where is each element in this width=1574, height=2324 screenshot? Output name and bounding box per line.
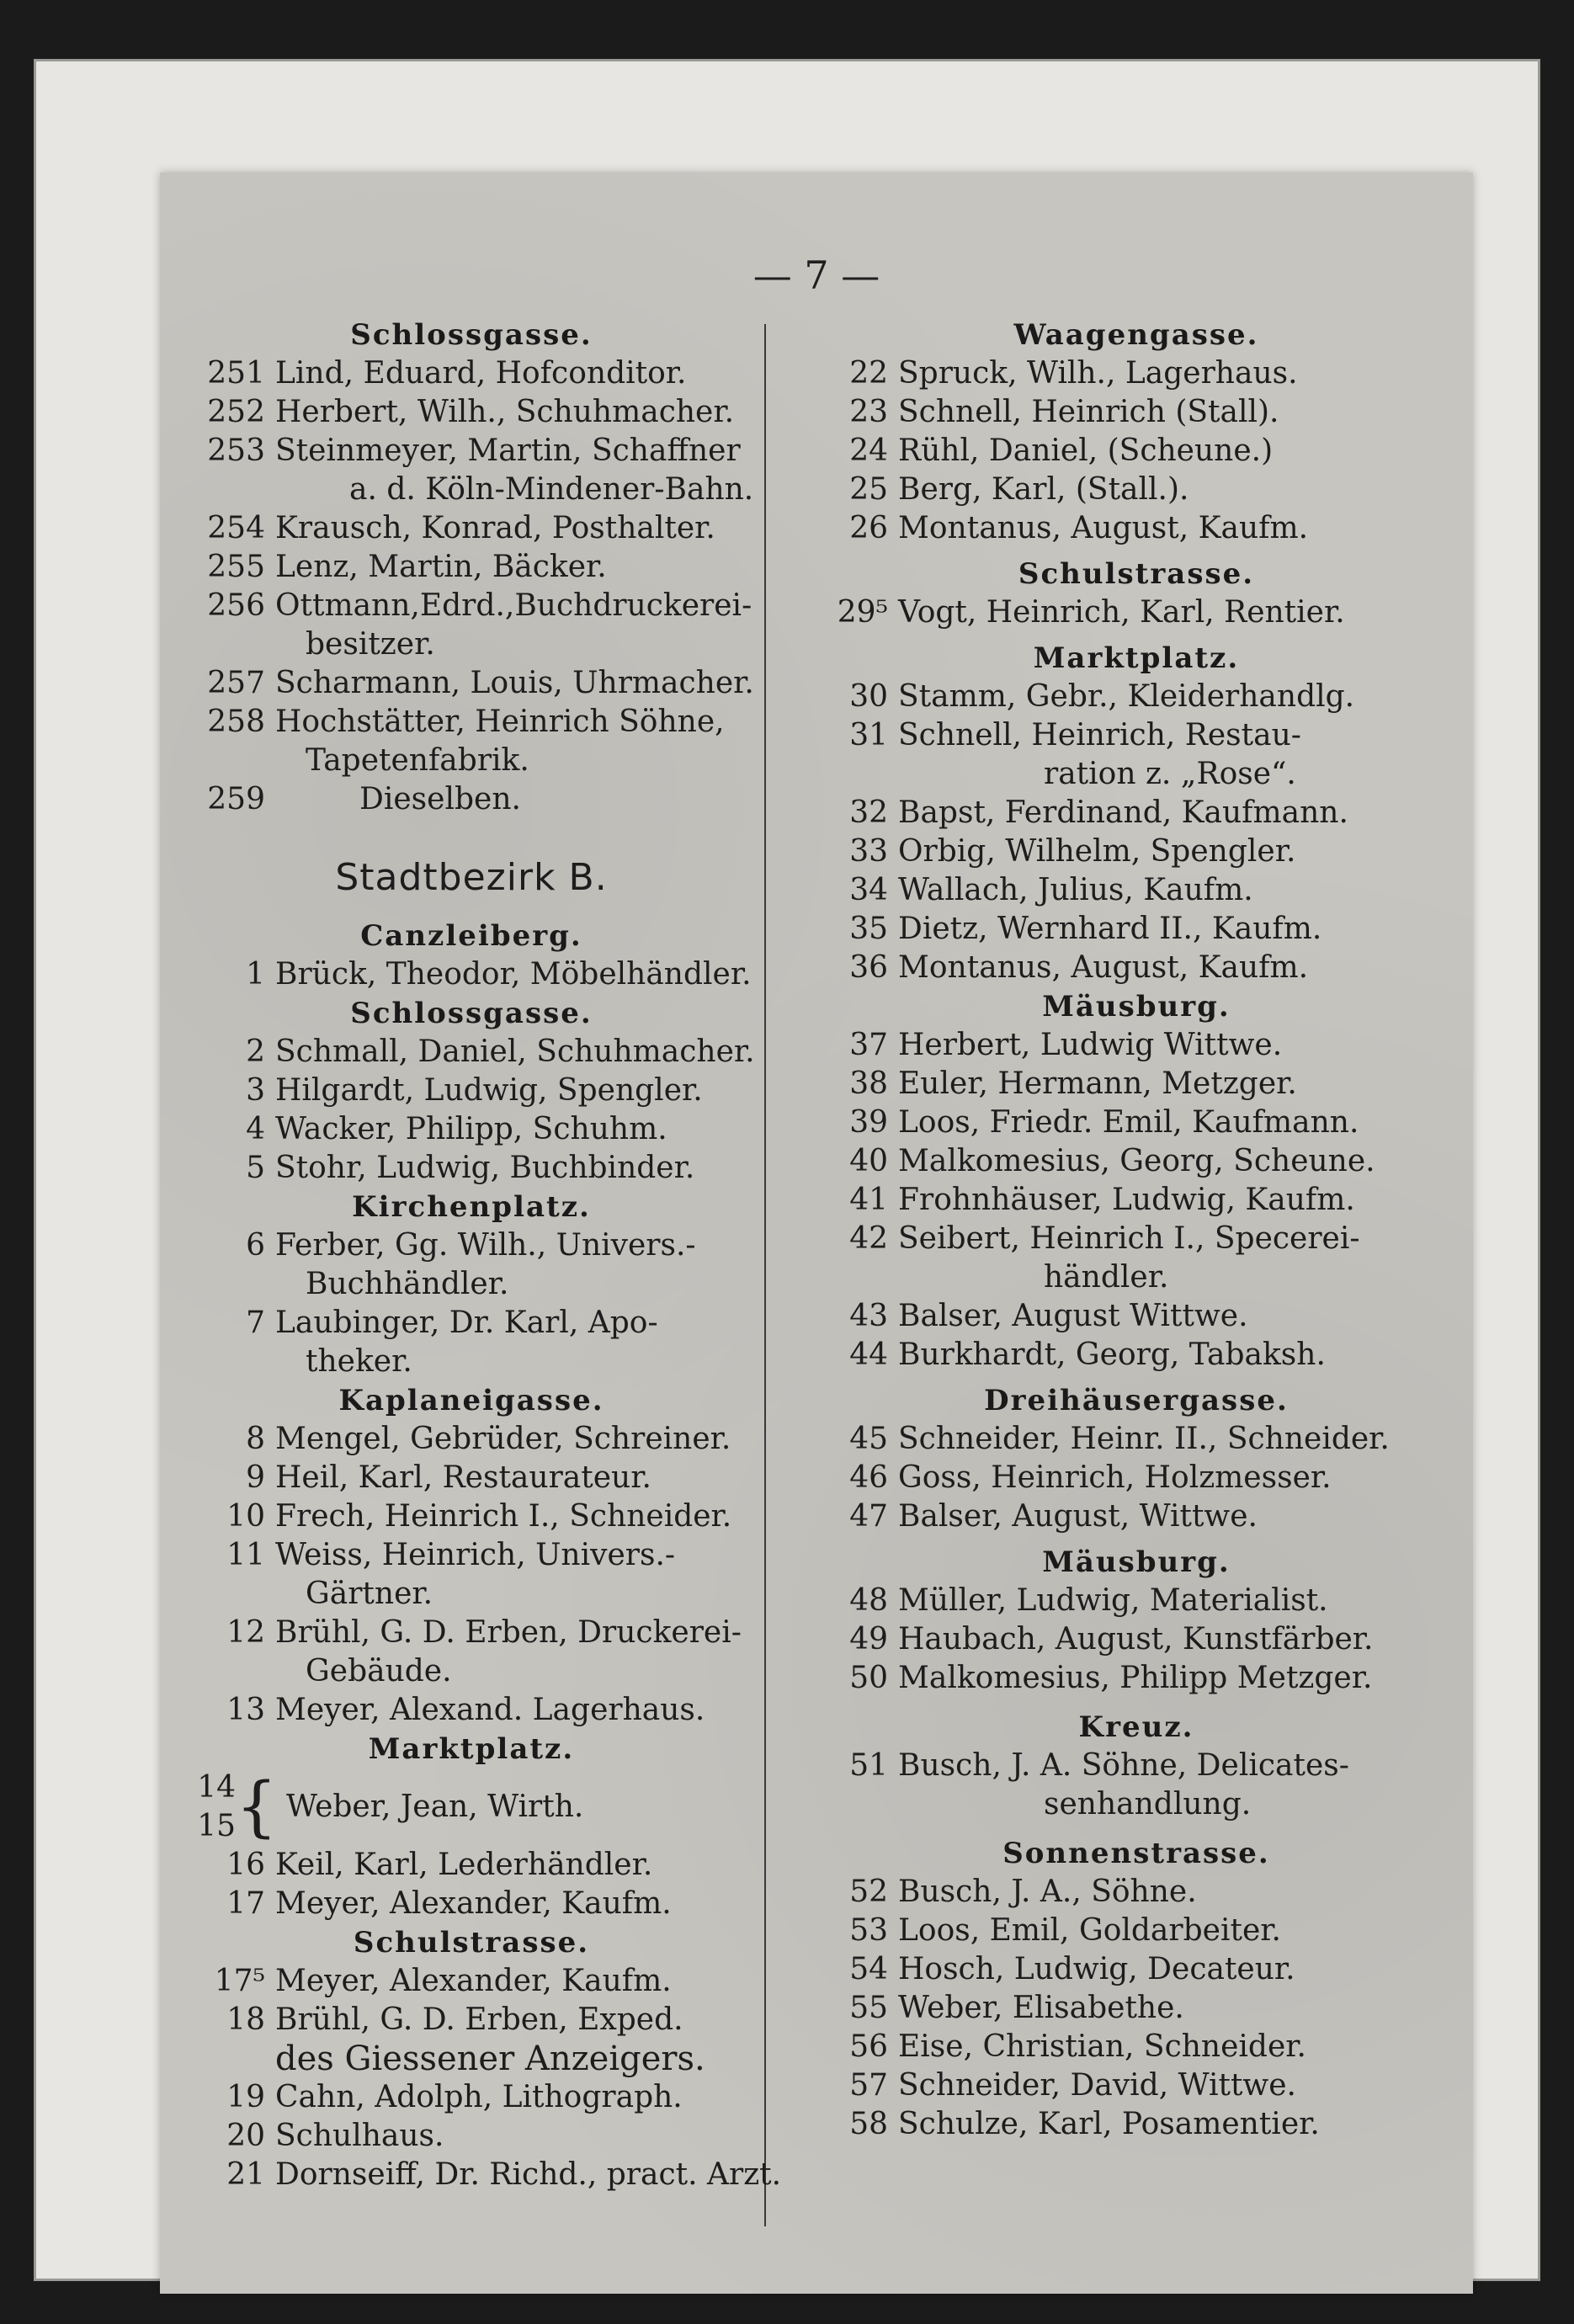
house-number: 37 xyxy=(849,1028,888,1062)
entries-top xyxy=(185,354,758,819)
resident-text: Müller, Ludwig, Materialist. xyxy=(898,1583,1328,1618)
address-entry xyxy=(185,548,758,587)
street-header-marktplatz: Marktplatz. xyxy=(368,1732,575,1766)
address-entry xyxy=(808,1142,1465,1181)
address-entry xyxy=(808,1497,1465,1536)
resident-text: Krausch, Konrad, Posthalter. xyxy=(275,511,715,545)
street-header-sonnenstrasse: Sonnenstrasse. xyxy=(1002,1837,1270,1870)
house-number: 5 xyxy=(246,1151,265,1185)
resident-text: Spruck, Wilh., Lagerhaus. xyxy=(898,356,1298,391)
house-number: 50 xyxy=(849,1661,888,1695)
house-number: 57 xyxy=(849,2068,888,2103)
resident-text: Keil, Karl, Lederhändler. xyxy=(275,1848,653,1882)
resident-text: Ferber, Gg. Wilh., Univers.- xyxy=(275,1228,696,1263)
address-entry xyxy=(185,2156,782,2194)
house-number: 252 xyxy=(207,395,265,429)
entry-continuation: Gebäude. xyxy=(306,1654,452,1688)
house-number: 41 xyxy=(849,1183,888,1217)
resident-text: Euler, Hermann, Metzger. xyxy=(898,1066,1297,1101)
street-header-kirchenplatz: Kirchenplatz. xyxy=(352,1190,591,1224)
house-number: 49 xyxy=(849,1622,888,1657)
house-number: 19 xyxy=(226,2080,265,2114)
address-entry xyxy=(808,871,1465,910)
address-entry xyxy=(185,354,758,393)
address-entry xyxy=(185,664,758,703)
resident-text: Dornseiff, Dr. Richd., pract. Arzt. xyxy=(275,2157,782,2192)
address-entry xyxy=(808,1620,1465,1659)
resident-text: Lind, Eduard, Hofconditor. xyxy=(275,356,687,391)
house-number: 258 xyxy=(207,705,265,739)
house-number: 25 xyxy=(849,472,888,507)
address-entry xyxy=(808,1659,1465,1698)
address-entry xyxy=(185,780,758,819)
address-entry xyxy=(808,354,1465,393)
resident-text: Schnell, Heinrich (Stall). xyxy=(898,395,1279,429)
address-entry xyxy=(185,509,758,548)
curly-brace-icon: { xyxy=(236,1769,278,1845)
brace-numbers xyxy=(185,1768,236,1846)
resident-text: Wacker, Philipp, Schuhm. xyxy=(275,1112,667,1146)
resident-text: Meyer, Alexand. Lagerhaus. xyxy=(275,1693,705,1727)
resident-text: Weber, Elisabethe. xyxy=(898,1991,1184,2025)
house-number: 52 xyxy=(849,1875,888,1909)
house-number: 18 xyxy=(226,2002,265,2037)
resident-text: Seibert, Heinrich I., Specerei- xyxy=(898,1221,1360,1256)
street-header-mausburg: Mäusburg. xyxy=(1042,990,1231,1024)
resident-text: Hilgardt, Ludwig, Spengler. xyxy=(275,1073,703,1108)
house-number: 20 xyxy=(226,2119,265,2153)
address-entry xyxy=(185,393,758,432)
house-number: 30 xyxy=(849,679,888,714)
address-entry xyxy=(808,393,1465,432)
house-number: 253 xyxy=(207,433,265,468)
resident-text: Laubinger, Dr. Karl, Apo- xyxy=(275,1306,658,1340)
resident-text: Schnell, Heinrich, Restau- xyxy=(898,718,1301,753)
resident-text: Malkomesius, Philipp Metzger. xyxy=(898,1661,1373,1695)
resident-text: Loos, Friedr. Emil, Kaufmann. xyxy=(898,1105,1359,1140)
street-header-schulstrasse-right: Schulstrasse. xyxy=(1018,557,1255,591)
address-entry xyxy=(185,432,758,471)
house-number: 256 xyxy=(207,588,265,623)
district-title: Stadtbezirk B. xyxy=(335,856,608,899)
address-entry xyxy=(185,2117,758,2156)
house-number: 42 xyxy=(849,1221,888,1256)
house-number: 36 xyxy=(849,950,888,985)
resident-text: Stamm, Gebr., Kleiderhandlg. xyxy=(898,679,1355,714)
house-number: 24 xyxy=(849,433,888,468)
address-entry xyxy=(185,587,758,625)
resident-text: Ottmann,Edrd.,Buchdruckerei- xyxy=(275,588,752,623)
address-entry xyxy=(808,1912,1465,1950)
column-divider xyxy=(764,324,766,2226)
house-number: 254 xyxy=(207,511,265,545)
entry-continuation: Gärtner. xyxy=(306,1577,433,1611)
address-entry xyxy=(808,949,1465,987)
resident-text: Schmall, Daniel, Schuhmacher. xyxy=(275,1034,755,1069)
resident-text: Heil, Karl, Restaurateur. xyxy=(275,1460,651,1495)
house-number: 29⁵ xyxy=(837,595,888,630)
house-number: 8 xyxy=(246,1422,265,1456)
resident-text: Herbert, Ludwig Wittwe. xyxy=(898,1028,1283,1062)
address-entry xyxy=(808,1026,1465,1065)
resident-text: Herbert, Wilh., Schuhmacher. xyxy=(275,395,735,429)
address-entry xyxy=(185,1033,758,1072)
house-number: 53 xyxy=(849,1913,888,1948)
street-header-schlossgasse: Schlossgasse. xyxy=(350,997,593,1030)
house-number: 12 xyxy=(226,1615,265,1650)
address-entry xyxy=(808,832,1465,871)
address-entry xyxy=(808,1420,1465,1459)
address-entry xyxy=(808,716,1465,755)
resident-text: Balser, August, Wittwe. xyxy=(898,1499,1258,1534)
entry-continuation: händler. xyxy=(1044,1260,1169,1295)
resident-text: Busch, J. A. Söhne, Delicates- xyxy=(898,1748,1349,1783)
house-number: 31 xyxy=(849,718,888,753)
house-number: 34 xyxy=(849,873,888,907)
house-number: 13 xyxy=(226,1693,265,1727)
address-entry xyxy=(808,678,1465,716)
house-number: 16 xyxy=(226,1848,265,1882)
address-entry xyxy=(808,2028,1465,2066)
brace-entry xyxy=(185,1768,758,1846)
house-number: 26 xyxy=(849,511,888,545)
resident-text: Dietz, Wernhard II., Kaufm. xyxy=(898,912,1322,946)
resident-text: Rühl, Daniel, (Scheune.) xyxy=(898,433,1274,468)
street-header-schlossgasse-top: Schlossgasse. xyxy=(350,318,593,352)
page-number: — 7 — xyxy=(752,253,880,298)
address-entry xyxy=(808,1065,1465,1104)
resident-text: Hosch, Ludwig, Decateur. xyxy=(898,1952,1295,1986)
resident-text: Brühl, G. D. Erben, Druckerei- xyxy=(275,1615,742,1650)
house-number: 17 xyxy=(226,1886,265,1921)
resident-text: Cahn, Adolph, Lithograph. xyxy=(275,2080,683,2114)
street-header-kaplaneigasse: Kaplaneigasse. xyxy=(338,1384,604,1417)
resident-text: Eise, Christian, Schneider. xyxy=(898,2029,1306,2064)
street-header-mausburg-2: Mäusburg. xyxy=(1042,1545,1231,1579)
address-entry xyxy=(185,1691,758,1730)
resident-text: Meyer, Alexander, Kaufm. xyxy=(275,1886,672,1921)
house-number: 2 xyxy=(246,1034,265,1069)
entry-continuation: des Giessener Anzeigers. xyxy=(275,2039,705,2078)
house-number: 40 xyxy=(849,1144,888,1178)
house-number: 7 xyxy=(246,1306,265,1340)
house-number: 54 xyxy=(849,1952,888,1986)
house-number: 259 xyxy=(207,782,265,816)
address-entry xyxy=(185,1962,758,2001)
resident-text: Orbig, Wilhelm, Spengler. xyxy=(898,834,1296,869)
document-page xyxy=(160,173,1473,2294)
address-entry xyxy=(808,1220,1465,1258)
house-number: 17⁵ xyxy=(214,1964,265,1998)
house-number: 10 xyxy=(226,1499,265,1534)
house-number: 47 xyxy=(849,1499,888,1534)
address-entry xyxy=(808,471,1465,509)
street-header-canzleiberg: Canzleiberg. xyxy=(360,919,582,953)
address-entry xyxy=(808,1459,1465,1497)
address-entry xyxy=(185,1072,758,1110)
house-number: 35 xyxy=(849,912,888,946)
address-entry xyxy=(185,2078,758,2117)
resident-text: Dieselben. xyxy=(359,782,521,816)
house-number: 23 xyxy=(849,395,888,429)
house-number: 38 xyxy=(849,1066,888,1101)
resident-text: Weiss, Heinrich, Univers.- xyxy=(275,1538,676,1572)
resident-text: Wallach, Julius, Kaufm. xyxy=(898,873,1253,907)
house-number: 44 xyxy=(849,1337,888,1372)
address-entry xyxy=(808,1181,1465,1220)
resident-text: Brück, Theodor, Möbelhändler. xyxy=(275,957,752,992)
house-number: 15 xyxy=(197,1809,236,1843)
resident-text: Busch, J. A., Söhne. xyxy=(898,1875,1197,1909)
address-entry xyxy=(185,1304,758,1343)
house-number: 45 xyxy=(849,1422,888,1456)
address-entry xyxy=(808,509,1465,548)
address-entry xyxy=(808,1950,1465,1989)
resident-text: Scharmann, Louis, Uhrmacher. xyxy=(275,666,754,700)
address-entry xyxy=(808,1582,1465,1620)
address-entry xyxy=(808,910,1465,949)
street-header-waagengasse: Waagengasse. xyxy=(1013,318,1259,352)
address-entry xyxy=(808,2105,1465,2144)
address-entry xyxy=(185,1226,758,1265)
house-number: 22 xyxy=(849,356,888,391)
house-number: 255 xyxy=(207,550,265,584)
house-number: 1 xyxy=(246,957,265,992)
resident-text: Burkhardt, Georg, Tabaksh. xyxy=(898,1337,1326,1372)
address-entry xyxy=(808,1297,1465,1336)
resident-text: Lenz, Martin, Bäcker. xyxy=(275,550,607,584)
address-entry xyxy=(185,1846,758,1885)
resident-text: Mengel, Gebrüder, Schreiner. xyxy=(275,1422,731,1456)
resident-text: Goss, Heinrich, Holzmesser. xyxy=(898,1460,1332,1495)
scan-frame xyxy=(34,59,1540,2281)
address-entry xyxy=(185,1614,758,1652)
entry-continuation: theker. xyxy=(306,1344,412,1379)
street-header-marktplatz-right: Marktplatz. xyxy=(1033,641,1240,675)
house-number: 257 xyxy=(207,666,265,700)
address-entry xyxy=(185,1420,758,1459)
entry-continuation: a. d. Köln-Mindener-Bahn. xyxy=(349,472,754,507)
resident-text: Vogt, Heinrich, Karl, Rentier. xyxy=(898,595,1345,630)
address-entry xyxy=(185,1497,758,1536)
resident-text: Loos, Emil, Goldarbeiter. xyxy=(898,1913,1281,1948)
house-number: 251 xyxy=(207,356,265,391)
address-entry xyxy=(808,1873,1465,1912)
entry-continuation: Tapetenfabrik. xyxy=(306,743,529,778)
house-number: 9 xyxy=(246,1460,265,1495)
house-number: 55 xyxy=(849,1991,888,2025)
resident-text: Montanus, August, Kaufm. xyxy=(898,950,1309,985)
address-entry xyxy=(808,1336,1465,1375)
house-number: 46 xyxy=(849,1460,888,1495)
entry-continuation: senhandlung. xyxy=(1044,1787,1252,1821)
resident-text: Schulze, Karl, Posamentier. xyxy=(898,2107,1320,2141)
house-number: 21 xyxy=(226,2157,265,2192)
resident-text: Haubach, August, Kunstfärber. xyxy=(898,1622,1374,1657)
address-entry xyxy=(185,955,758,994)
street-header-kreuz: Kreuz. xyxy=(1078,1710,1194,1744)
resident-text: Schneider, David, Wittwe. xyxy=(898,2068,1296,2103)
address-entry xyxy=(808,593,1465,632)
address-entry xyxy=(185,1149,758,1188)
address-entry xyxy=(808,1989,1465,2028)
address-entry xyxy=(808,432,1465,471)
entry-continuation: Buchhändler. xyxy=(306,1267,509,1301)
resident-text: Meyer, Alexander, Kaufm. xyxy=(275,1964,672,1998)
resident-text: Bapst, Ferdinand, Kaufmann. xyxy=(898,795,1348,830)
resident-text: Montanus, August, Kaufm. xyxy=(898,511,1309,545)
resident-text: Malkomesius, Georg, Scheune. xyxy=(898,1144,1375,1178)
house-number: 32 xyxy=(849,795,888,830)
address-entry xyxy=(808,794,1465,832)
street-header-schulstrasse: Schulstrasse. xyxy=(353,1926,590,1960)
resident-text: Frech, Heinrich I., Schneider. xyxy=(275,1499,732,1534)
address-entry xyxy=(808,1747,1465,1785)
house-number: 4 xyxy=(246,1112,265,1146)
address-entry xyxy=(185,1885,758,1923)
street-header-dreihausergasse: Dreihäusergasse. xyxy=(984,1384,1289,1417)
house-number: 33 xyxy=(849,834,888,869)
house-number: 48 xyxy=(849,1583,888,1618)
resident-text: Balser, August Wittwe. xyxy=(898,1299,1248,1333)
left-column xyxy=(185,316,782,2194)
resident-text: Hochstätter, Heinrich Söhne, xyxy=(275,705,725,739)
house-number: 56 xyxy=(849,2029,888,2064)
entry-continuation: ration z. „Rose“. xyxy=(1044,757,1296,791)
house-number: 43 xyxy=(849,1299,888,1333)
house-number: 58 xyxy=(849,2107,888,2141)
house-number: 6 xyxy=(246,1228,265,1263)
resident-text: Schulhaus. xyxy=(275,2119,444,2153)
address-entry xyxy=(185,1536,758,1575)
address-entry xyxy=(185,2001,758,2039)
address-entry xyxy=(185,703,758,742)
house-number: 39 xyxy=(849,1105,888,1140)
resident-text: Stohr, Ludwig, Buchbinder. xyxy=(275,1151,695,1185)
house-number: 3 xyxy=(246,1073,265,1108)
resident-text: Steinmeyer, Martin, Schaffner xyxy=(275,433,741,468)
house-number: 11 xyxy=(226,1538,265,1572)
resident-text: Weber, Jean, Wirth. xyxy=(286,1790,584,1824)
resident-text: Brühl, G. D. Erben, Exped. xyxy=(275,2002,683,2037)
address-entry xyxy=(808,2066,1465,2105)
right-column xyxy=(808,316,1465,2144)
address-entry xyxy=(185,1110,758,1149)
house-number: 51 xyxy=(849,1748,888,1783)
address-entry xyxy=(808,1104,1465,1142)
house-number: 14 xyxy=(197,1770,236,1805)
resident-text: Frohnhäuser, Ludwig, Kaufm. xyxy=(898,1183,1355,1217)
entry-continuation: besitzer. xyxy=(306,627,435,662)
address-entry xyxy=(185,1459,758,1497)
resident-text: Berg, Karl, (Stall.). xyxy=(898,472,1189,507)
resident-text: Schneider, Heinr. II., Schneider. xyxy=(898,1422,1390,1456)
